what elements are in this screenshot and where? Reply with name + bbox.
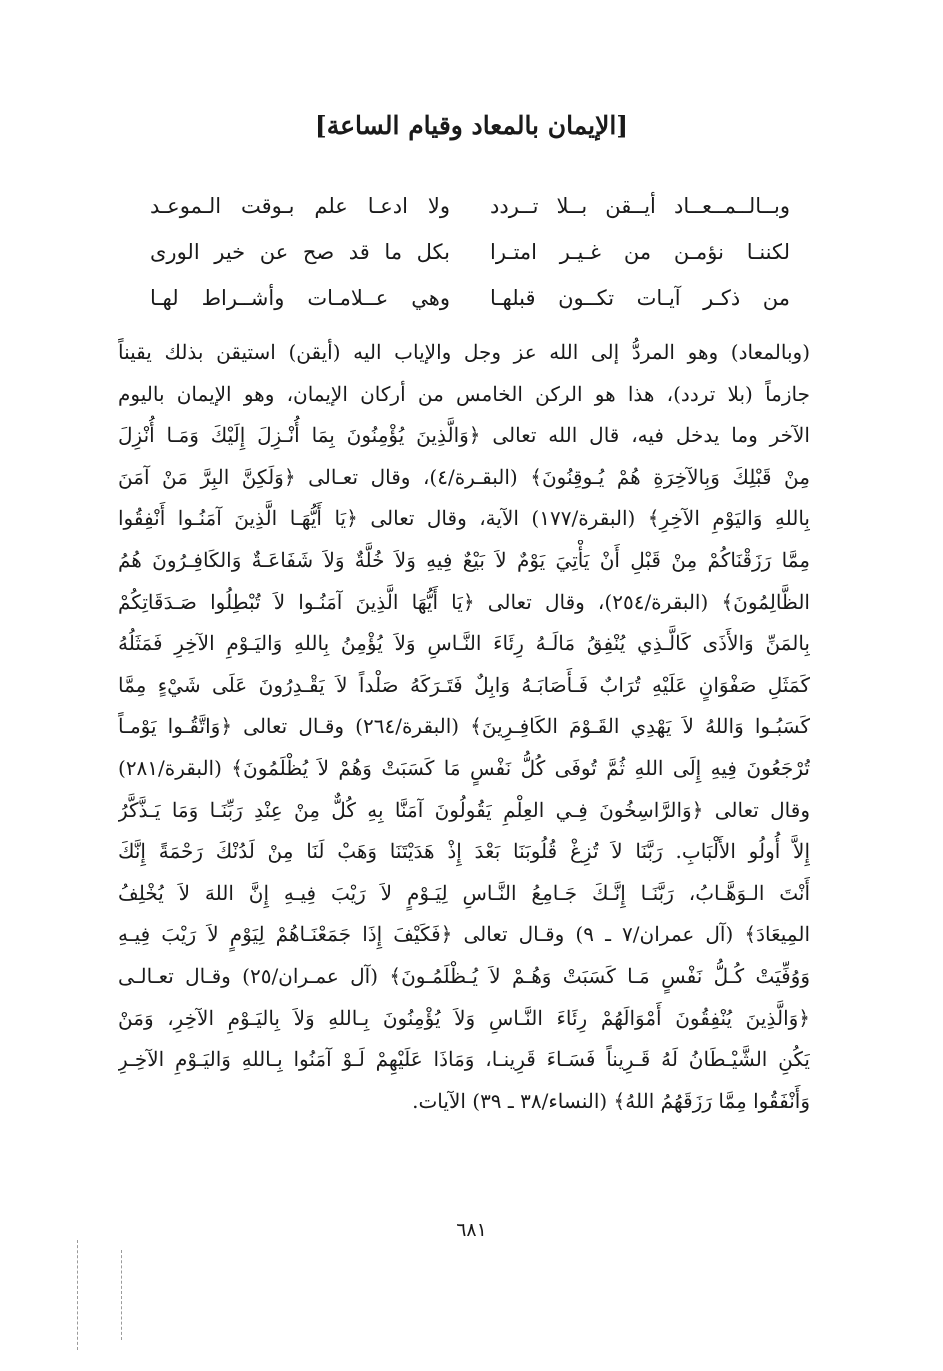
verse-first-hemistich: لكننـا نؤمـن من غـيـر امتـرا	[490, 240, 790, 264]
poem-block	[150, 186, 790, 324]
text-line: بِاللهِ وَاليَوْمِ الآخِرِ﴾ (البقرة/١٧٧) الآية، وقال تعالى ﴿يَا أَيُّهَـا الَّذِينَ آمَنُـوا أَنْفِقُوا	[118, 506, 810, 531]
verse-first-hemistich: من ذكـر آيـات تكــون قبلهـا	[490, 286, 790, 310]
poem-verse	[150, 232, 790, 278]
section-title: [الإيمان بالمعاد وقيام الساعة]	[314, 111, 629, 140]
scan-artifact-line	[121, 1250, 122, 1340]
text-line: إِلاَّ أُولُو الأَلْبَابِ. رَبَّنَا لاَ تُزِغْ قُلُوبَنَا بَعْدَ إِذْ هَدَيْتَنَا وَهَبْ لَنَا مِنْ لَدُنْكَ رَحْمَةً إِنَّكَ	[118, 839, 810, 864]
text-line-last: وَأَنْفَقُوا مِمَّا رَزَقَهُمُ اللهُ﴾ (النساء/٣٨ ـ ٣٩) الآيات.	[412, 1088, 810, 1113]
text-line: بِالمَنِّ وَالأَذَى كَالَّـذِي يُنْفِقُ مَالَـهُ رِئَاءَ النَّـاسِ وَلاَ يُؤْمِنُ بِاللهِ وَاليَـوْمِ الآخِرِ فَمَثَلُهُ	[118, 631, 810, 656]
verse-second-hemistich: بكل ما قد صح عن خير الورى	[150, 240, 450, 264]
commentary-paragraph	[118, 332, 810, 1122]
text-line: أَنْتَ الـوَهَّـابُ، رَبَّنَـا إِنَّـكَ جَـامِعُ النَّـاسِ لِيَـوْمٍ لاَ رَيْبَ فِيـهِ إِنَّ اللهَ لاَ يُخْلِفُ	[118, 880, 810, 905]
poem-verse	[150, 186, 790, 232]
verse-second-hemistich: ولا ادعـا علم بـوقت الـموعـد	[150, 194, 450, 218]
text-line: ﴿وَالَّذِينَ يُنْفِقُونَ أَمْوَالَهُمْ رِئَاءَ النَّـاسِ وَلاَ يُؤْمِنُونَ بِـاللهِ وَلاَ بِاليَـوْمِ الآخِرِ، وَمَنْ	[118, 1005, 810, 1030]
text-line: كَسَبُـوا وَاللهُ لاَ يَهْدِي القَـوْمَ الكَافِـرِينَ﴾ (البقرة/٢٦٤) وقـال تعالى ﴿وَاتَّقُـوا يَوْمـاً	[118, 714, 810, 739]
page-number: ٦٨١	[456, 1219, 487, 1241]
text-line: وقال تعالى ﴿وَالرَّاسِخُونَ فِـي العِلْمِ يَقُولُونَ آمَنَّا بِهِ كُلٌّ مِنْ عِنْدِ رَبِّنَـا وَمَا يَـذَّكَّرُ	[118, 797, 810, 822]
poem-verse	[150, 278, 790, 324]
text-line: جازماً (بلا تردد)، هذا هو الركن الخامس من أركان الإيمان، وهو الإيمان باليوم	[118, 381, 810, 406]
text-line: كَمَثَلِ صَفْوَانٍ عَلَيْهِ تُرَابٌ فَـأَصَابَـهُ وَابِلٌ فَتَـرَكَهُ صَلْداً لاَ يَقْـدِرُونَ عَلَى شَيْءٍ مِمَّا	[118, 672, 810, 697]
text-line: الظَّالِمُونَ﴾ (البقرة/٢٥٤)، وقال تعالى ﴿يَا أَيُّهَا الَّذِينَ آمَنُـوا لاَ تُبْطِلُوا صَـدَقَاتِكُمْ	[118, 589, 810, 614]
text-line: مِمَّا رَزَقْنَاكُمْ مِنْ قَبْلِ أَنْ يَأْتِيَ يَوْمٌ لاَ بَيْعٌ فِيهِ وَلاَ خُلَّةٌ وَلاَ شَفَاعَـةٌ وَالكَافِـرُونَ هُمُ	[118, 547, 810, 572]
scan-artifact-line	[77, 1240, 78, 1350]
text-line: وَوُفِّيَتْ كُـلُّ نَفْسٍ مَـا كَسَبَتْ وَهُـمْ لاَ يُـظْلَمُـونَ﴾ (آل عمـران/٢٥) وقـال تعـالـى	[118, 963, 810, 988]
verse-second-hemistich: وهي عــلامـات وأشــراط لهـا	[150, 286, 450, 310]
text-line: الآخر وما يدخل فيه، قال الله تعالى ﴿وَالَّذِينَ يُؤْمِنُونَ بِمَا أُنْـزِلَ إِلَيْكَ وَمَـا أُنْزِلَ	[118, 423, 810, 448]
text-line: المِيعَادَ﴾ (آل عمران/٧ ـ ٩) وقـال تعالى ﴿فَكَيْفَ إِذَا جَمَعْنَـاهُمْ لِيَوْمٍ لاَ رَيْبَ فِيـهِ	[118, 922, 810, 947]
text-line: يَكُنِ الشَّيْـطَانُ لَهُ قَـرِيناً فَسَـاءَ قَرِينـا، وَمَاذَا عَلَيْهِمْ لَـوْ آمَنُوا بِـاللهِ وَاليَـوْمِ الآخِـرِ	[118, 1047, 810, 1072]
text-line: تُرْجَعُونَ فِيهِ إِلَى اللهِ ثُمَّ تُوفَى كُلُّ نَفْسٍ مَا كَسَبَتْ وَهُمْ لاَ يُظْلَمُونَ﴾ (البقرة/٢٨١)	[118, 755, 810, 780]
text-line: (وبالمعاد) وهو المردُّ إلى الله عز وجل والإياب اليه (أيقن) استيقن بذلك يقيناً	[118, 340, 810, 364]
verse-first-hemistich: وبــالــمــعــاد أيــقن بــلا تــردد	[490, 194, 790, 218]
text-line: مِنْ قَبْلِكَ وَبِالآخِرَةِ هُمْ يُـوقِنُونَ﴾ (البقـرة/٤)، وقال تعـالى ﴿وَلَكِنَّ البِرَّ مَنْ آمَنَ	[118, 464, 810, 489]
